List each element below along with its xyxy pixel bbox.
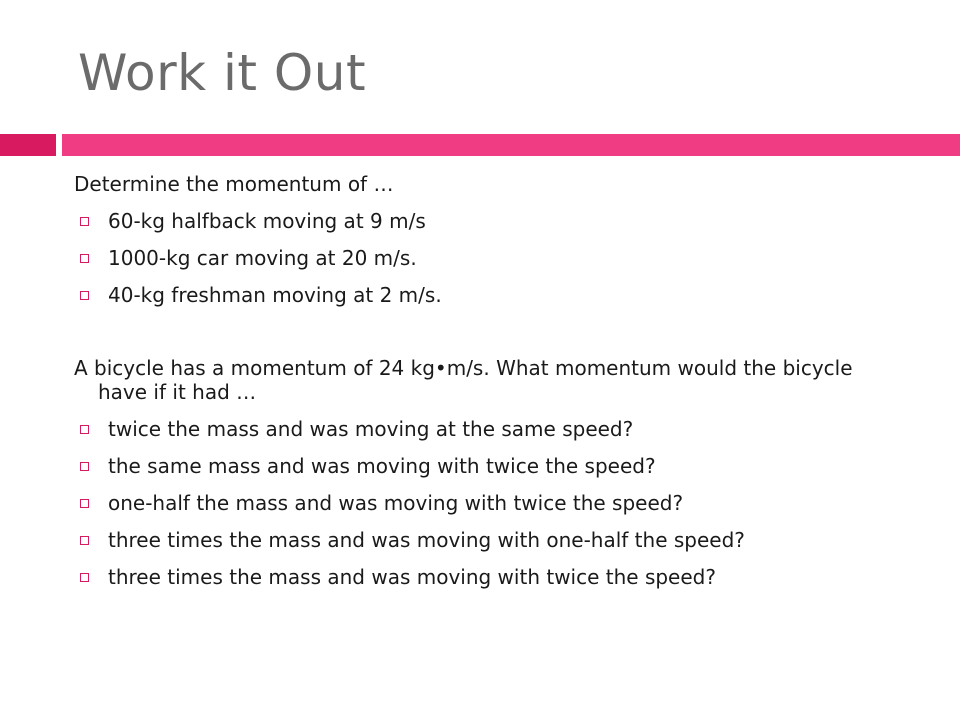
square-bullet-icon (80, 217, 89, 226)
list-item (74, 417, 904, 441)
list-item-text: 40-kg freshman moving at 2 m/s. (108, 283, 442, 307)
section1-list (74, 209, 904, 307)
list-item-text: one-half the mass and was moving with twice the speed? (108, 491, 684, 515)
title-rule-bar (62, 134, 960, 156)
list-item (74, 491, 904, 515)
list-item (74, 283, 904, 307)
square-bullet-icon (80, 573, 89, 582)
list-item (74, 209, 904, 233)
square-bullet-icon (80, 291, 89, 300)
list-item (74, 528, 904, 552)
list-item-text: the same mass and was moving with twice the speed? (108, 454, 656, 478)
list-item-text: three times the mass and was moving with one-half the speed? (108, 528, 745, 552)
list-item (74, 246, 904, 270)
section1-intro: Determine the momentum of … (74, 172, 394, 196)
square-bullet-icon (80, 536, 89, 545)
list-item (74, 454, 904, 478)
square-bullet-icon (80, 462, 89, 471)
list-item-text: twice the mass and was moving at the same speed? (108, 417, 634, 441)
title-rule-accent (0, 134, 56, 156)
square-bullet-icon (80, 425, 89, 434)
list-item (74, 565, 904, 589)
list-item-text: 1000-kg car moving at 20 m/s. (108, 246, 417, 270)
section2-intro: A bicycle has a momentum of 24 kg•m/s. What momentum would the bicycle have if it had … (74, 356, 853, 404)
list-item-text: 60-kg halfback moving at 9 m/s (108, 209, 426, 233)
section-spacer (74, 320, 904, 356)
slide-content (74, 172, 904, 602)
square-bullet-icon (80, 254, 89, 263)
square-bullet-icon (80, 499, 89, 508)
section2-list (74, 417, 904, 589)
list-item-text: three times the mass and was moving with twice the speed? (108, 565, 716, 589)
slide-title: Work it Out (78, 44, 367, 102)
